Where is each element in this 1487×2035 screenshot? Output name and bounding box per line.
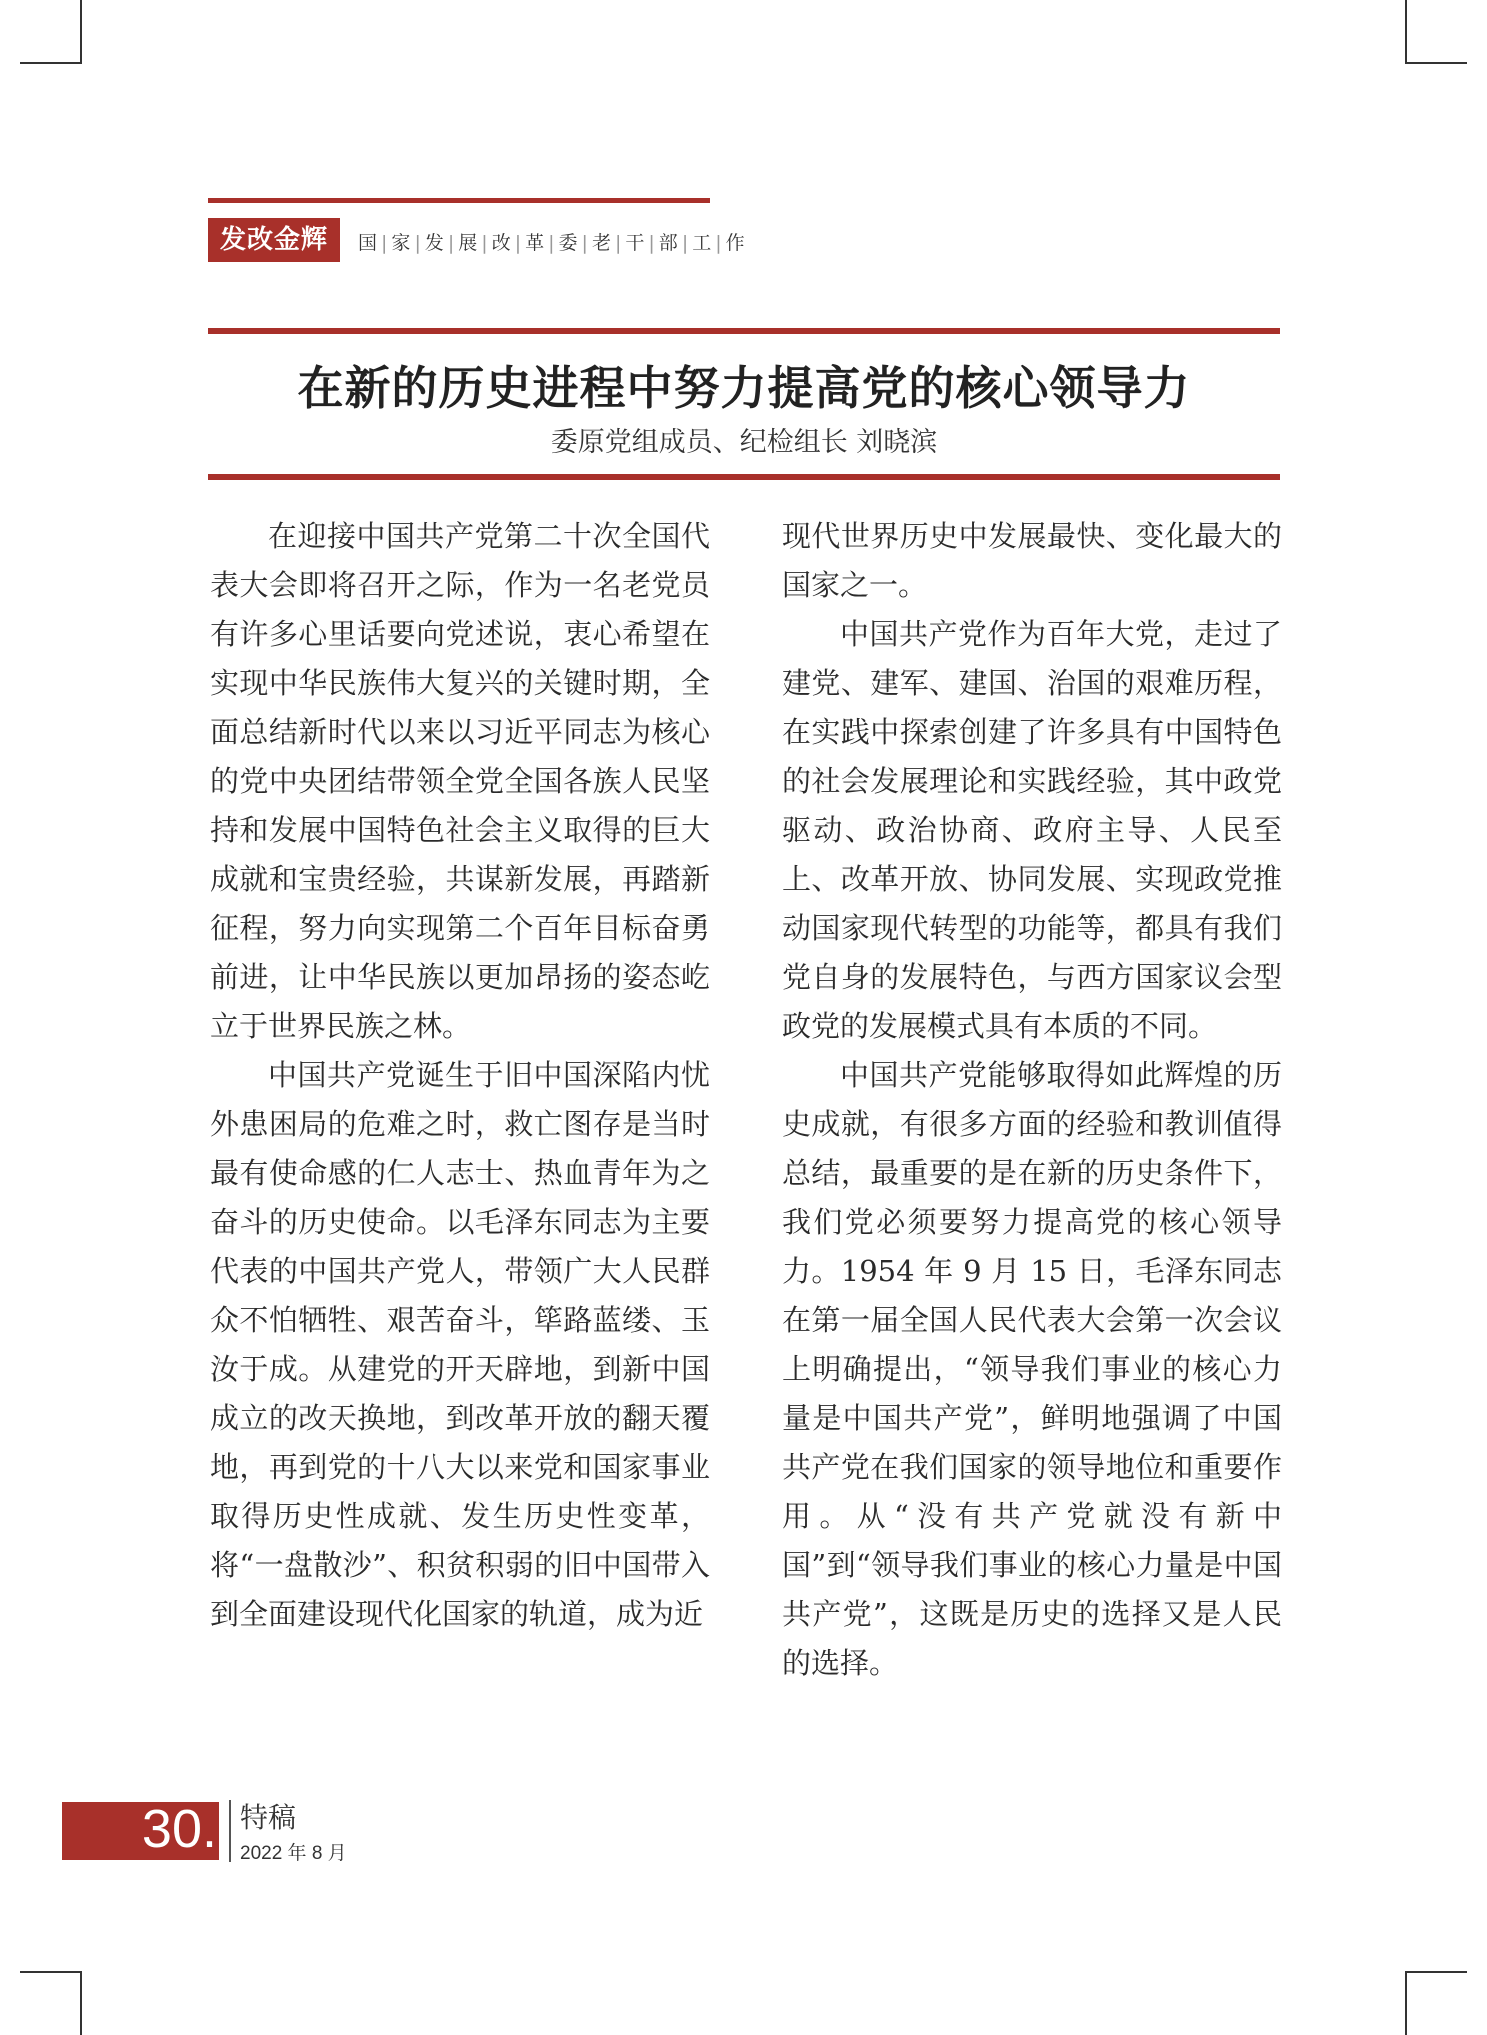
header-rule — [208, 198, 710, 203]
paragraph-continued: 现代世界历史中发展最快、变化最大的国家之一。 — [782, 519, 1282, 602]
paragraph: 中国共产党诞生于旧中国深陷内忧外患困局的危难之时，救亡图存是当时最有使命感的仁人志士、热血青年为之奋斗的历史使命。以毛泽东同志为主要代表的中国共产党人，带领广大人民群众不怕牺牲、艰苦奋斗，筚路蓝缕、玉汝于成。从建党的开天辟地，到新中国成立的改天换地，到改革开放的翻天覆地，再到党的十八大以来党和国家事业取得历史性成就、发生历史性变革，将“一盘散沙”、积贫积弱的旧中国带入到全面建设现代化国家的轨道，成为近 — [210, 1058, 710, 1631]
footer-divider — [229, 1800, 231, 1862]
crop-mark — [80, 1973, 82, 2035]
crop-mark — [1405, 62, 1467, 64]
paragraph: 中国共产党能够取得如此辉煌的历史成就，有很多方面的经验和教训值得总结，最重要的是在新的历史条件下，我们党必须要努力提高党的核心领导力。1954 年 9 月 15 日，毛泽东同志在第一届全国人民代表大会第一次会议上明确提出，“领导我们事业的核心力量是中国共产党”，鲜明地强调了中国共产党在我们国家的领导地位和重要作用。从“没有共产党就没有新中国”到“领导我们事业的核心力量是中国共产党”，这既是历史的选择又是人民的选择。 — [782, 1058, 1282, 1680]
magazine-logo: 发改金辉 — [208, 218, 340, 262]
right-column — [782, 512, 1282, 1688]
left-column — [210, 512, 710, 1639]
paragraph: 在迎接中国共产党第二十次全国代表大会即将召开之际，作为一名老党员有许多心里话要向党述说，衷心希望在实现中华民族伟大复兴的关键时期，全面总结新时代以来以习近平同志为核心的党中央团结带领全党全国各族人民坚持和发展中国特色社会主义取得的巨大成就和宝贵经验，共谋新发展，再踏新征程，努力向实现第二个百年目标奋勇前进，让中华民族以更加昂扬的姿态屹立于世界民族之林。 — [210, 519, 710, 1043]
issue-date: 2022 年 8 月 — [240, 1843, 347, 1864]
article-title: 在新的历史进程中努力提高党的核心领导力 — [297, 361, 1191, 415]
crop-mark — [80, 0, 82, 62]
crop-mark — [1405, 1973, 1407, 2035]
title-bottom-rule — [208, 474, 1280, 480]
crop-mark — [1405, 0, 1407, 62]
page-number: 30. — [141, 1799, 217, 1859]
paragraph: 中国共产党作为百年大党，走过了建党、建军、建国、治国的艰难历程，在实践中探索创建了许多具有中国特色的社会发展理论和实践经验，其中政党驱动、政治协商、政府主导、人民至上、改革开放、协同发展、实现政党推动国家现代转型的功能等，都具有我们党自身的发展特色，与西方国家议会型政党的发展模式具有本质的不同。 — [782, 617, 1282, 1043]
title-top-rule — [208, 328, 1280, 334]
crop-mark — [20, 1971, 82, 1973]
crop-mark — [1405, 1971, 1467, 1973]
header-subtitle: 国 | 家 | 发 | 展 | 改 | 革 | 委 | 老 | 干 | 部 | 工 | 作 — [358, 232, 745, 254]
section-name: 特稿 — [240, 1802, 297, 1833]
article-byline: 委原党组成员、纪检组长 刘晓滨 — [550, 427, 938, 458]
crop-mark — [20, 62, 82, 64]
